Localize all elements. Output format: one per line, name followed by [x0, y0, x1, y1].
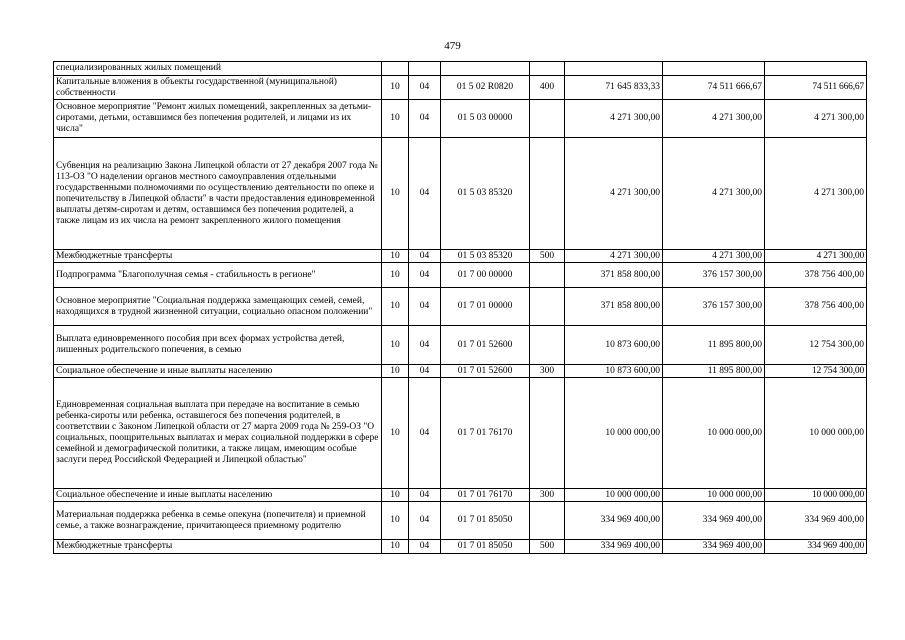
row-name-cell: Выплата единовременного пособия при всех формах устройства детей, лишенных родительского попечения, в семью: [54, 326, 382, 365]
table-row: [54, 138, 867, 250]
amount-year2-cell: 334 969 400,00: [663, 502, 765, 540]
section-cell: 10: [382, 100, 409, 138]
amount-year1-cell: 4 271 300,00: [565, 250, 663, 263]
amount-year1-cell: 371 858 800,00: [565, 263, 663, 288]
row-name-cell: Основное мероприятие "Социальная поддержка замещающих семей, семей, находящихся в трудной жизненной ситуации, социально опасном положении": [54, 288, 382, 326]
target-article-cell: 01 5 03 85320: [441, 250, 530, 263]
section-cell: [382, 62, 409, 76]
row-name-cell: специализированных жилых помещений: [54, 62, 382, 76]
row-name-cell: Основное мероприятие "Ремонт жилых помещений, закрепленных за детьми-сиротами, детьми, оставшимся без попечения родителей, и лицами из их числа": [54, 100, 382, 138]
section-cell: 10: [382, 378, 409, 489]
row-name-cell: Подпрограмма "Благополучная семья - стабильность в регионе": [54, 263, 382, 288]
amount-year3-cell: 74 511 666,67: [765, 76, 867, 100]
amount-year3-cell: 334 969 400,00: [765, 502, 867, 540]
section-cell: 10: [382, 326, 409, 365]
target-article-cell: 01 7 01 85050: [441, 540, 530, 554]
section-cell: 10: [382, 76, 409, 100]
table-row: [54, 365, 867, 378]
target-article-cell: 01 7 01 00000: [441, 288, 530, 326]
expense-type-cell: 300: [530, 489, 565, 502]
row-name-cell: Материальная поддержка ребенка в семье опекуна (попечителя) и приемной семье, а также вознаграждение, причитающееся приемному родителю: [54, 502, 382, 540]
section-cell: 10: [382, 365, 409, 378]
amount-year2-cell: [663, 62, 765, 76]
target-article-cell: 01 7 01 52600: [441, 326, 530, 365]
amount-year3-cell: 334 969 400,00: [765, 540, 867, 554]
subsection-cell: 04: [409, 540, 441, 554]
table-row: [54, 100, 867, 138]
subsection-cell: 04: [409, 138, 441, 250]
amount-year2-cell: 376 157 300,00: [663, 288, 765, 326]
page-number: 479: [444, 40, 461, 52]
subsection-cell: 04: [409, 288, 441, 326]
subsection-cell: [409, 62, 441, 76]
table-row: [54, 288, 867, 326]
row-name-cell: Субвенция на реализацию Закона Липецкой области от 27 декабря 2007 года № 113-ОЗ "О наделении органов местного самоуправления отдельными государственными полномочиями по осуществлению деятельности по опеке и попечительству в Липецкой области" в части предоставления единовременной выплаты детям-сиротам и детям, оставшимся без попечения родителей, а также лицам из их числа на ремонт закрепленного жилого помещения: [54, 138, 382, 250]
amount-year1-cell: 10 873 600,00: [565, 365, 663, 378]
subsection-cell: 04: [409, 263, 441, 288]
target-article-cell: 01 7 00 00000: [441, 263, 530, 288]
row-name-cell: Социальное обеспечение и иные выплаты населению: [54, 365, 382, 378]
amount-year1-cell: 10 873 600,00: [565, 326, 663, 365]
table-row: [54, 62, 867, 76]
amount-year3-cell: 12 754 300,00: [765, 326, 867, 365]
amount-year1-cell: 71 645 833,33: [565, 76, 663, 100]
expense-type-cell: [530, 62, 565, 76]
table-row: [54, 489, 867, 502]
section-cell: 10: [382, 502, 409, 540]
table-row: [54, 326, 867, 365]
subsection-cell: 04: [409, 100, 441, 138]
amount-year2-cell: 334 969 400,00: [663, 540, 765, 554]
expense-type-cell: [530, 326, 565, 365]
subsection-cell: 04: [409, 250, 441, 263]
subsection-cell: 04: [409, 365, 441, 378]
section-cell: 10: [382, 288, 409, 326]
subsection-cell: 04: [409, 502, 441, 540]
amount-year1-cell: 334 969 400,00: [565, 540, 663, 554]
amount-year3-cell: 10 000 000,00: [765, 489, 867, 502]
row-name-cell: Социальное обеспечение и иные выплаты населению: [54, 489, 382, 502]
amount-year2-cell: 376 157 300,00: [663, 263, 765, 288]
amount-year3-cell: 10 000 000,00: [765, 378, 867, 489]
expense-type-cell: 400: [530, 76, 565, 100]
amount-year2-cell: 11 895 800,00: [663, 326, 765, 365]
table-row: [54, 378, 867, 489]
amount-year1-cell: 371 858 800,00: [565, 288, 663, 326]
expense-type-cell: [530, 138, 565, 250]
table-row: [54, 250, 867, 263]
expense-type-cell: 500: [530, 540, 565, 554]
amount-year3-cell: 12 754 300,00: [765, 365, 867, 378]
expense-type-cell: [530, 100, 565, 138]
amount-year2-cell: 4 271 300,00: [663, 138, 765, 250]
amount-year2-cell: 74 511 666,67: [663, 76, 765, 100]
row-name-cell: Межбюджетные трансферты: [54, 250, 382, 263]
amount-year3-cell: 378 756 400,00: [765, 288, 867, 326]
row-name-cell: Межбюджетные трансферты: [54, 540, 382, 554]
table-row: [54, 263, 867, 288]
expense-type-cell: 300: [530, 365, 565, 378]
amount-year3-cell: 4 271 300,00: [765, 250, 867, 263]
table-row: [54, 540, 867, 554]
target-article-cell: 01 7 01 76170: [441, 489, 530, 502]
subsection-cell: 04: [409, 378, 441, 489]
amount-year3-cell: 4 271 300,00: [765, 138, 867, 250]
amount-year2-cell: 10 000 000,00: [663, 489, 765, 502]
amount-year2-cell: 4 271 300,00: [663, 250, 765, 263]
amount-year1-cell: 4 271 300,00: [565, 100, 663, 138]
target-article-cell: 01 7 01 52600: [441, 365, 530, 378]
target-article-cell: [441, 62, 530, 76]
expense-type-cell: [530, 502, 565, 540]
budget-table: [53, 61, 867, 554]
expense-type-cell: 500: [530, 250, 565, 263]
section-cell: 10: [382, 263, 409, 288]
subsection-cell: 04: [409, 76, 441, 100]
subsection-cell: 04: [409, 326, 441, 365]
target-article-cell: 01 5 03 85320: [441, 138, 530, 250]
amount-year1-cell: [565, 62, 663, 76]
amount-year3-cell: [765, 62, 867, 76]
target-article-cell: 01 5 02 R0820: [441, 76, 530, 100]
section-cell: 10: [382, 250, 409, 263]
amount-year2-cell: 11 895 800,00: [663, 365, 765, 378]
amount-year1-cell: 10 000 000,00: [565, 489, 663, 502]
expense-type-cell: [530, 378, 565, 489]
section-cell: 10: [382, 489, 409, 502]
amount-year3-cell: 378 756 400,00: [765, 263, 867, 288]
row-name-cell: Капитальные вложения в объекты государственной (муниципальной) собственности: [54, 76, 382, 100]
amount-year1-cell: 334 969 400,00: [565, 502, 663, 540]
amount-year1-cell: 10 000 000,00: [565, 378, 663, 489]
target-article-cell: 01 5 03 00000: [441, 100, 530, 138]
amount-year2-cell: 4 271 300,00: [663, 100, 765, 138]
amount-year1-cell: 4 271 300,00: [565, 138, 663, 250]
row-name-cell: Единовременная социальная выплата при передаче на воспитание в семью ребенка-сироты или ребенка, оставшегося без попечения родителей, в соответствии с Законом Липецкой области от 27 марта 2009 года № 259-ОЗ "О социальных, поощрительных выплатах и мерах социальной поддержки в сфере семейной и демографической политики, а также лицам, имеющим особые заслуги перед Российской Федерацией и Липецкой областью": [54, 378, 382, 489]
expense-type-cell: [530, 288, 565, 326]
expense-type-cell: [530, 263, 565, 288]
table-row: [54, 502, 867, 540]
table-row: [54, 76, 867, 100]
amount-year2-cell: 10 000 000,00: [663, 378, 765, 489]
target-article-cell: 01 7 01 85050: [441, 502, 530, 540]
section-cell: 10: [382, 138, 409, 250]
amount-year3-cell: 4 271 300,00: [765, 100, 867, 138]
target-article-cell: 01 7 01 76170: [441, 378, 530, 489]
section-cell: 10: [382, 540, 409, 554]
subsection-cell: 04: [409, 489, 441, 502]
